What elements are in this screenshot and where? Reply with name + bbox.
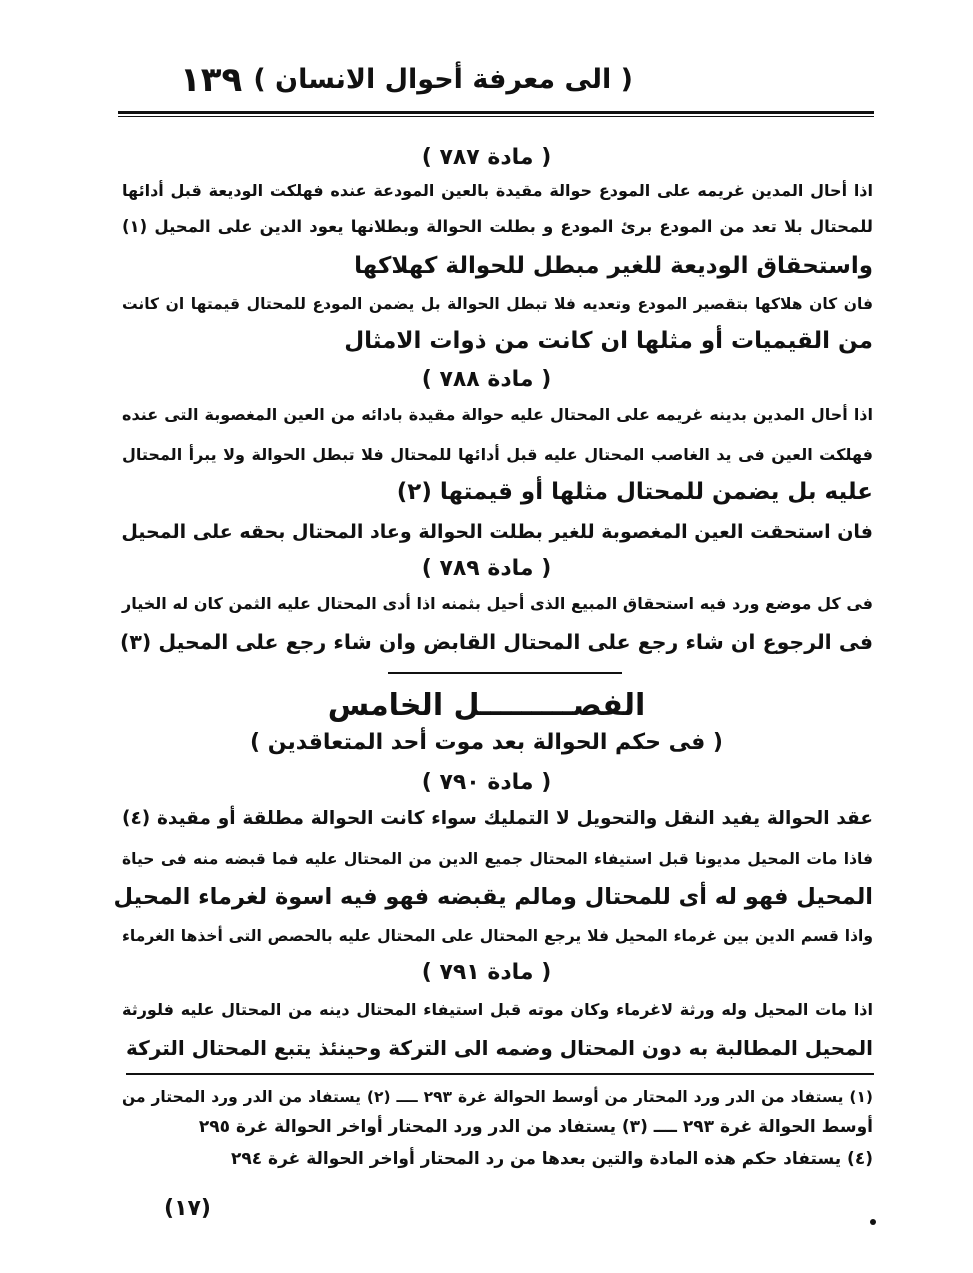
article-788-heading: ( مادة ٧٨٨ ) <box>421 367 552 392</box>
section-title: الفصـــــــــل الخامس <box>327 688 646 723</box>
article-790-line-1: عقد الحوالة يفيد النقل والتحويل لا التمليك سواء كانت الحوالة مطلقة أو مقيدة (٤) <box>122 808 873 829</box>
footnote-line-1: (١) يستفاد من الدر ورد المحتار من أوسط الحوالة غرة ٢٩٣ ــــ (٢) يستفاد من الدر ورد المحتار من <box>122 1088 874 1106</box>
article-791-line-2: المحيل المطالبة به دون المحتال وضمه الى التركة وحينئذ يتبع المحتال التركة <box>126 1036 873 1060</box>
article-790-line-2: فاذا مات المحيل مديونا قبل استيفاء المحتال جميع الدين من المحتال عليه فما قبضه منه فى حياة <box>122 850 873 868</box>
article-790-line-4: واذا قسم الدين بين غرماء المحيل فلا يرجع المحتال على المحتال عليه بالحصص التى أخذها الغرماء <box>122 927 873 945</box>
article-788-line-4: فان استحقت العين المغصوبة للغير بطلت الحوالة وعاد المحتال بحقه على المحيل <box>121 521 873 543</box>
article-788-line-3: عليه بل يضمن للمحتال مثلها أو قيمتها (٢) <box>396 479 873 505</box>
article-787-line-2: للمحتال بلا تعد من المودع برئ المودع و بطلت الحوالة وبطلانها يعود الدين على المحيل (١) <box>122 217 873 236</box>
footnote-rule <box>126 1073 874 1075</box>
header-rule <box>118 111 874 114</box>
article-788-line-2: فهلكت العين فى يد الغاصب المحتال عليه قبل أدائها للمحتال فلا تبطل الحوالة ولا يبرأ المحتال <box>122 445 873 464</box>
article-789-heading: ( مادة ٧٨٩ ) <box>421 556 552 581</box>
article-789-line-1: فى كل موضع ورد فيه استحقاق المبيع الذى أحيل بثمنه اذا أدى المحتال عليه الثمن كان له الخيار <box>122 594 873 613</box>
footnote-line-3: (٤) يستفاد حكم هذه المادة والتين بعدها من رد المحتار أواخر الحوالة غرة ٢٩٤ <box>231 1149 873 1169</box>
article-791-heading: ( مادة ٧٩١ ) <box>421 960 552 985</box>
section-separator <box>388 672 622 674</box>
ink-dot <box>870 1219 876 1225</box>
article-791-line-1: اذا مات المحيل وله ورثة لاغرماء وكان موته قبل استيفاء المحتال دينه من المحتال عليه فلورثة <box>122 1000 873 1019</box>
article-787-line-5: من القيميات أو مثلها ان كانت من ذوات الامثال <box>344 328 873 354</box>
footnote-line-2: أوسط الحوالة غرة ٢٩٣ ــــ (٣) يستفاد من الدر ورد المحتار أواخر الحوالة غرة ٢٩٥ <box>198 1117 873 1137</box>
article-787-line-4: فان كان هلاكها بتقصير المودع وتعديه فلا تبطل الحوالة بل يضمن المودع للمحتال قيمتها ان كانت <box>122 295 873 313</box>
article-789-line-2: فى الرجوع ان شاء رجع على المحتال القابض وان شاء رجع على المحيل (٣) <box>119 630 873 654</box>
sheet-signature: (١٧) <box>164 1196 211 1221</box>
article-787-line-3: واستحقاق الوديعة للغير مبطل للحوالة كهلاكها <box>354 253 873 279</box>
article-788-line-1: اذا أحال المدين بدينه غريمه على المحتال عليه حوالة مقيدة بادائه من العين المغصوبة التى عنده <box>122 405 873 424</box>
page-number: ١٣٩ <box>180 60 243 100</box>
header-rule-thin <box>118 116 874 117</box>
section-subtitle: ( فى حكم الحوالة بعد موت أحد المتعاقدين ) <box>250 730 723 755</box>
article-790-line-3: المحيل فهو له أى للمحتال ومالم يقبضه فهو فيه اسوة لغرماء المحيل <box>113 884 873 910</box>
article-790-heading: ( مادة ٧٩٠ ) <box>421 770 552 795</box>
running-head: ( الى معرفة أحوال الانسان ) <box>253 64 633 95</box>
article-787-line-1: اذا أحال المدين غريمه على المودع حوالة مقيدة بالعين المودعة عنده فهلكت الوديعة قبل أدائها <box>122 181 873 200</box>
article-787-heading: ( مادة ٧٨٧ ) <box>421 145 552 170</box>
